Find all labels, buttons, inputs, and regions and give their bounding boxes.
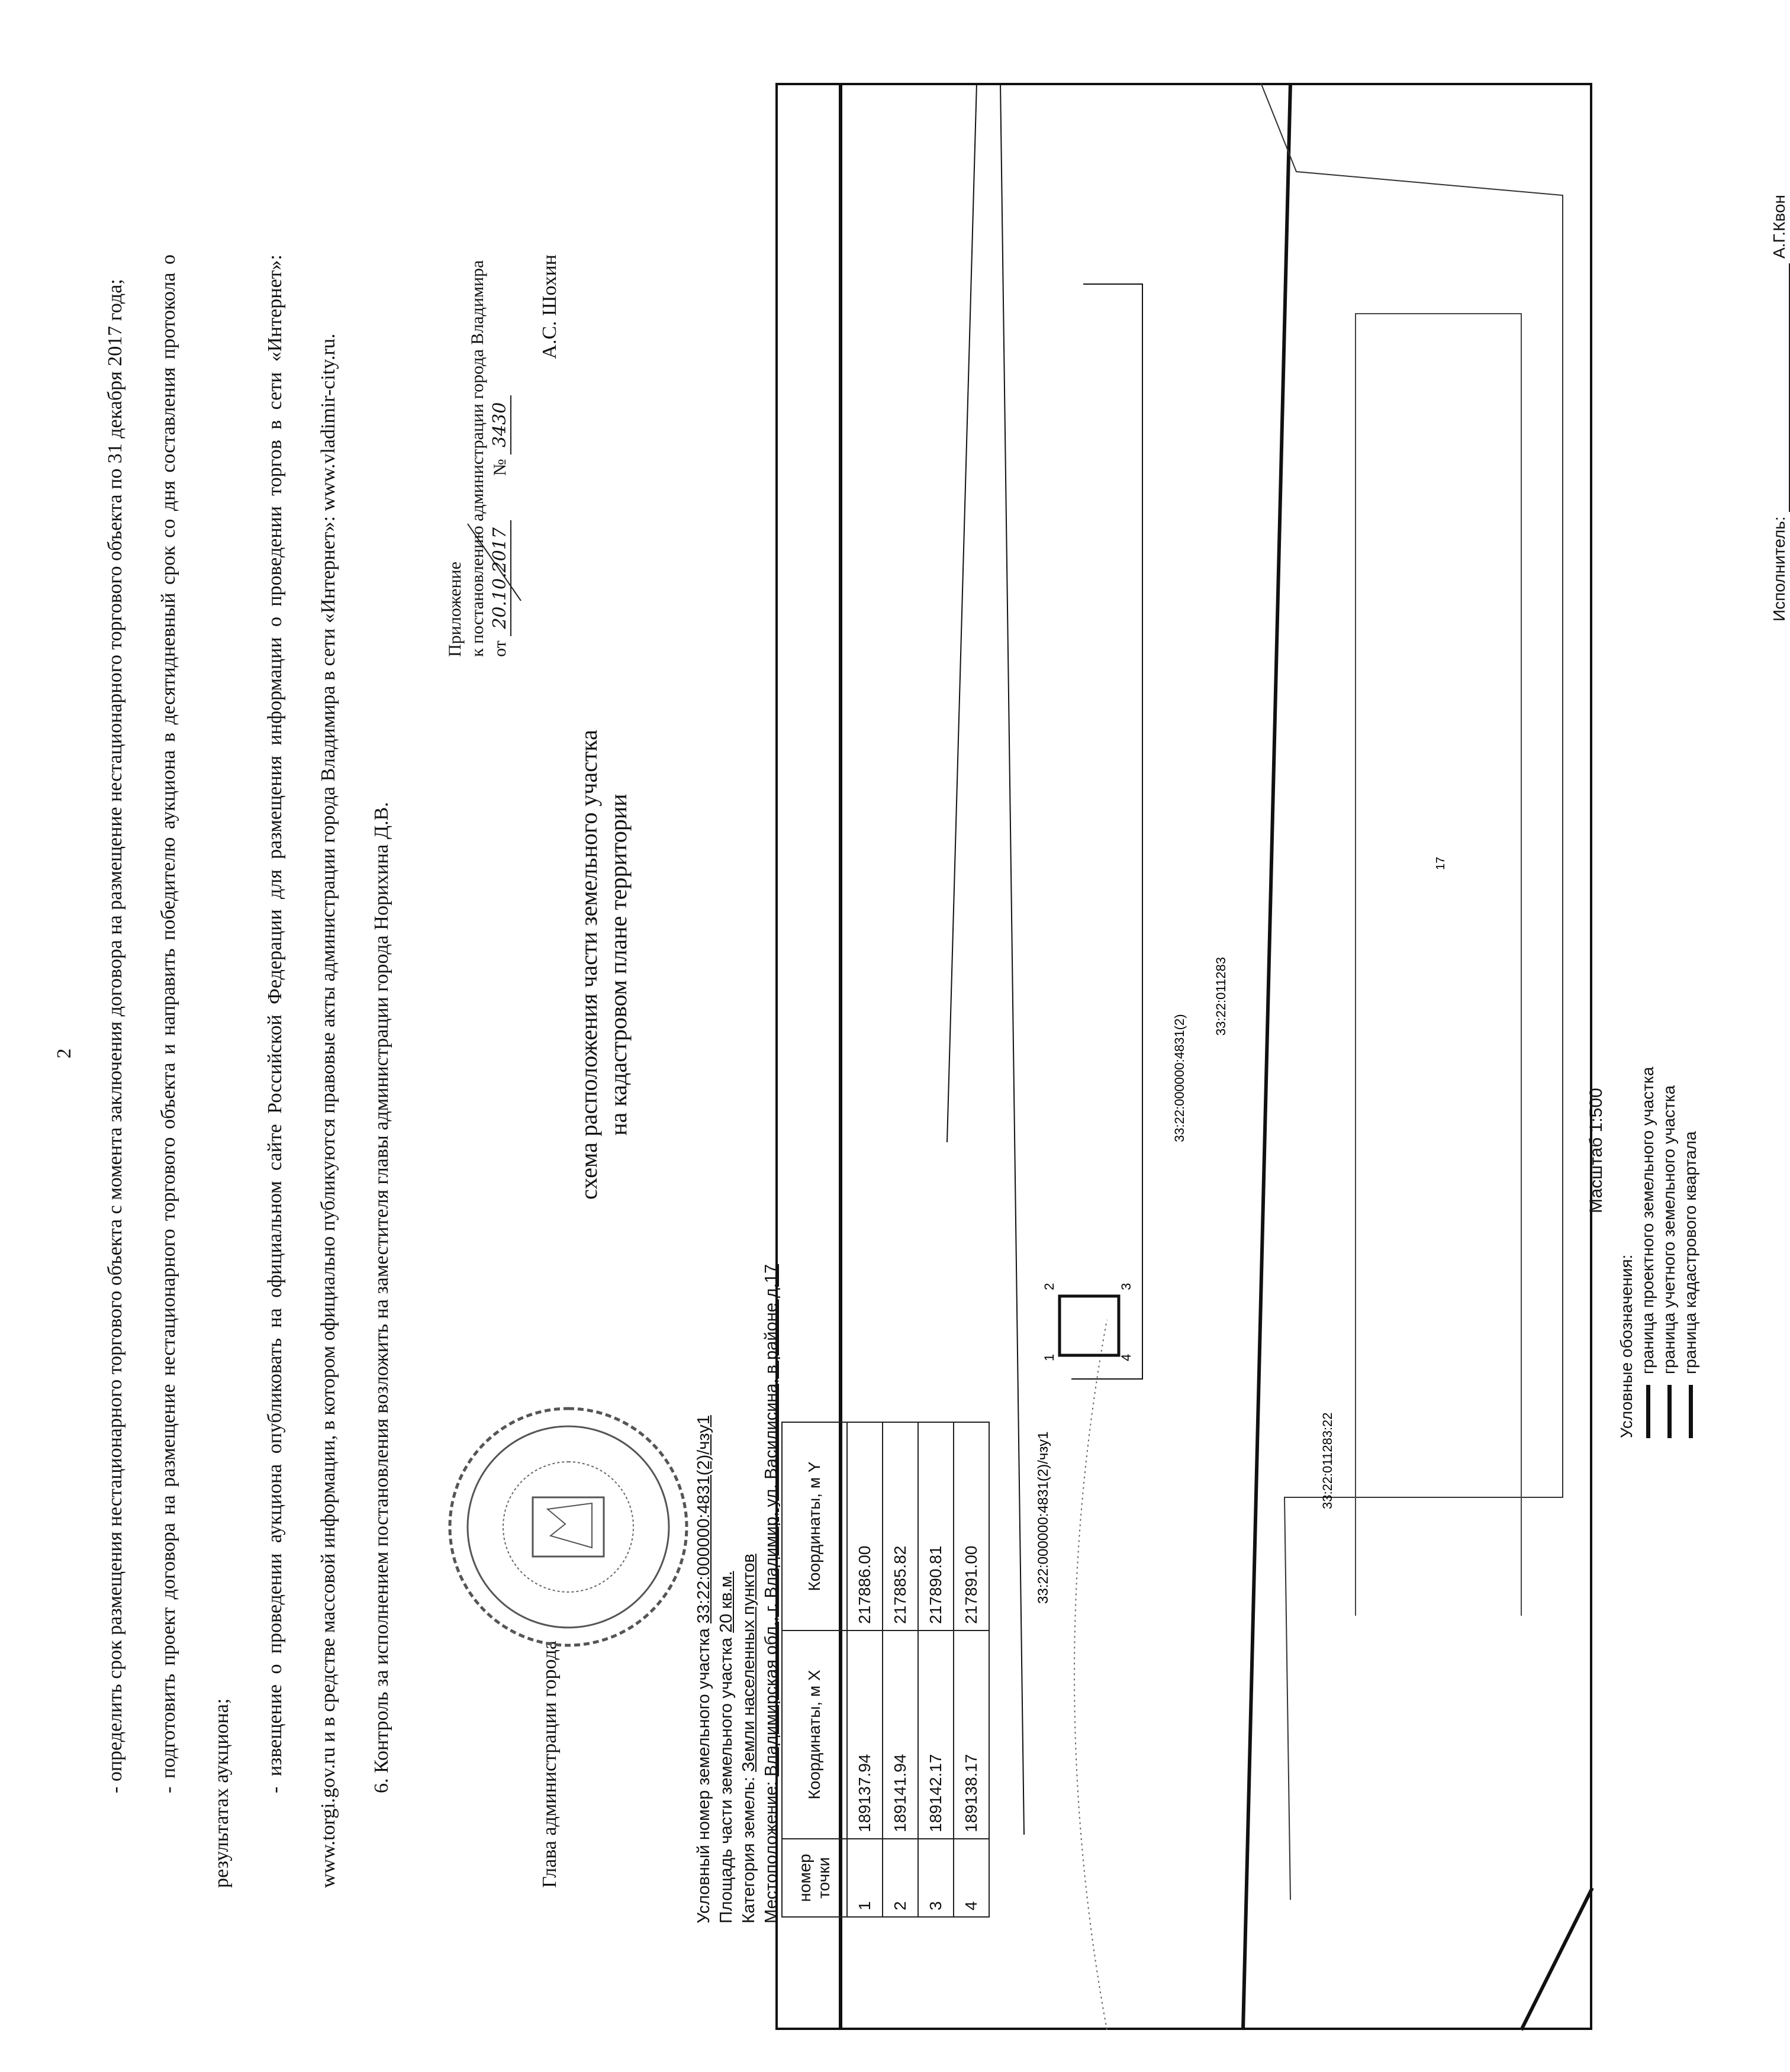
header-coord-x: Координаты, м X <box>782 1630 847 1839</box>
cell-x: 189137.94 <box>847 1630 883 1839</box>
signatory-name: А.С. Шохин <box>539 254 561 359</box>
location-value: Владимирская обл., г. Владимир, ул. Василисина, в районе д.17 <box>762 1264 781 1777</box>
executor-name: А.Г.Квон <box>1770 195 1788 259</box>
paragraph-control: 6. Контроль за исполнением постановления возложить на заместителя главы администрации города Норихина Д.В. <box>371 802 392 1793</box>
plot-part-boundary <box>1060 1296 1119 1355</box>
cell-y: 217890.81 <box>918 1422 954 1630</box>
table-row <box>954 1422 989 1917</box>
paragraph-contract: - подготовить проект договора на размещение нестационарного торгового объекта и направить победителю аукциона в десятидневный срок со дня составления протокола о результатах аукциона; <box>157 254 233 1888</box>
legend-item: граница кадастрового квартала <box>1680 1067 1701 1438</box>
cadastral-scheme-page <box>414 77 1788 2030</box>
kiosk-row <box>1071 284 1142 1379</box>
executor-signature-icon <box>1770 263 1790 512</box>
plot-metadata <box>693 1264 783 1923</box>
area-label: Площадь части земельного участка <box>717 1637 736 1923</box>
appendix-header <box>444 77 511 657</box>
legend-line-icon <box>1667 1385 1672 1438</box>
quarter-boundary-mid <box>1243 83 1290 2030</box>
number-prefix: № <box>490 459 510 476</box>
header-coord-y: Координаты, м Y <box>782 1422 847 1630</box>
map-legend <box>1616 1067 1701 1438</box>
title-line-2: на кадастровом плане территории <box>605 794 632 1136</box>
point-label-2: 2 <box>1042 1282 1057 1290</box>
point-label-4: 4 <box>1119 1354 1134 1361</box>
cell-x: 189141.94 <box>883 1630 918 1839</box>
page-number: 2 <box>53 1048 75 1059</box>
legend-title: Условные обозначения: <box>1617 1254 1636 1438</box>
quarter-boundary-corner <box>1521 1888 1592 2030</box>
conditional-number-value: 33:22:000000:4831(2)/чзу1 <box>694 1415 713 1624</box>
table-row <box>883 1422 918 1917</box>
cell-x: 189142.17 <box>918 1630 954 1839</box>
header-point-number: номер точки <box>782 1839 847 1917</box>
title-line-1: схема расположения части земельного участка <box>575 729 602 1200</box>
executor-label: Исполнитель: <box>1770 516 1788 621</box>
signatory-title: Глава администрации города <box>539 1641 561 1888</box>
cell-point: 4 <box>954 1839 989 1917</box>
map-scale: Масштаб 1:500 <box>1586 1088 1606 1213</box>
legend-item: граница проектного земельного участка <box>1637 1067 1659 1438</box>
quarter-label-left: 33:22:011283:22 <box>1320 1412 1335 1509</box>
cell-point: 2 <box>883 1839 918 1917</box>
cell-y: 217885.82 <box>883 1422 918 1630</box>
road-line-1 <box>1000 83 1024 1835</box>
house-17-outline <box>1356 314 1521 1616</box>
parcel-dotted <box>1074 1320 1107 2030</box>
decree-date: 20.10.2017 <box>490 520 511 636</box>
cell-point: 1 <box>847 1839 883 1917</box>
scheme-title <box>574 195 633 1734</box>
coordinates-table <box>781 1422 990 1918</box>
appendix-date-row <box>489 77 511 657</box>
table-row <box>847 1422 883 1917</box>
plot-part-label: 33:22:000000:4831(2)/чзу1 <box>1035 1431 1051 1604</box>
cell-y: 217886.00 <box>847 1422 883 1630</box>
cell-point: 3 <box>918 1839 954 1917</box>
cell-y: 217891.00 <box>954 1422 989 1630</box>
decree-number: 3430 <box>490 395 511 455</box>
quarter-label-top: 33:22:011283 <box>1213 957 1228 1036</box>
cell-x: 189138.17 <box>954 1630 989 1839</box>
paragraph-notice: - извещение о проведении аукциона опубликовать на официальном сайте Российской Федерации для размещения информации о проведении торгов в сети «Интернет»: www.torgi.gov.ru и в средстве массовой информации, в котором официально публикуются правовые акты администрации города Владимира в сети «Интернет»: www.vladimir-city.ru. <box>264 254 339 1888</box>
area-value: 20 кв.м. <box>717 1571 736 1633</box>
date-prefix: от <box>490 640 510 657</box>
house-number-label: 17 <box>1434 856 1447 870</box>
point-label-1: 1 <box>1042 1354 1057 1361</box>
location-label: Местоположение: <box>762 1781 781 1923</box>
point-label-3: 3 <box>1119 1282 1134 1290</box>
building-outline <box>1261 83 1563 1900</box>
road-line-2 <box>947 83 977 1142</box>
appendix-label: Приложение <box>445 561 465 657</box>
category-value: Земли населенных пунктов <box>739 1554 758 1773</box>
executor-line <box>1770 89 1790 621</box>
legend-item: граница учетного земельного участка <box>1659 1067 1680 1438</box>
table-header-row <box>782 1422 847 1917</box>
legend-line-icon <box>1689 1385 1693 1438</box>
parcel-label: 33:22:000000:4831(2) <box>1172 1014 1187 1142</box>
letter-body <box>89 254 408 1888</box>
conditional-number-label: Условный номер земельного участка <box>694 1628 713 1923</box>
category-label: Категория земель: <box>739 1777 758 1923</box>
paragraph-term: - определить срок размещения нестационарного торгового объекта с момента заключения договора на размещение нестационарного торгового объекта по 31 декабря 2017 года; <box>104 279 126 1793</box>
table-row <box>918 1422 954 1917</box>
appendix-line: к постановлению администрации города Владимира <box>468 260 487 657</box>
legend-line-icon <box>1646 1385 1650 1438</box>
